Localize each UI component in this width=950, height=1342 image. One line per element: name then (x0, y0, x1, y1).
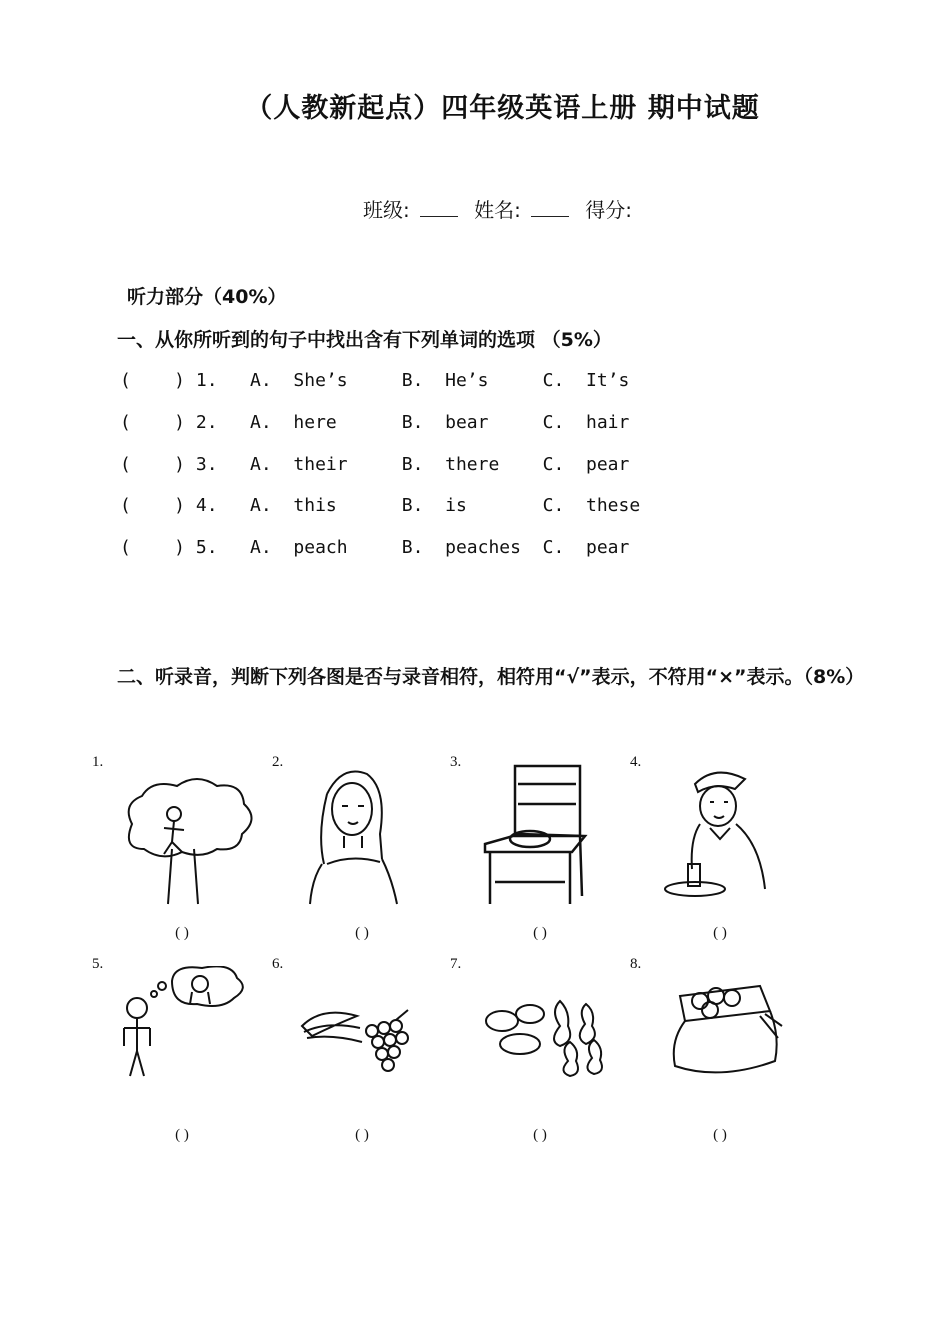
class-label: 班级: (363, 198, 410, 222)
listening-part-heading: 听力部分（40%） (127, 286, 287, 308)
picture-number: 3. (450, 754, 462, 770)
question-4: ( ) 4. A. this B. is C. these (120, 495, 641, 516)
picture-number: 4. (630, 754, 642, 770)
picture-5 (92, 956, 272, 1146)
answer-paren[interactable]: ( ) (175, 925, 189, 941)
picture-number: 6. (272, 956, 284, 972)
question-5: ( ) 5. A. peach B. peaches C. pear (120, 537, 630, 558)
section2-heading: 二、听录音，判断下列各图是否与录音相符，相符用“√”表示，不符用“×”表示。（8%） (117, 666, 865, 688)
boy-thinking-icon (102, 966, 262, 1106)
picture-7 (450, 956, 630, 1146)
picture-4 (630, 754, 810, 944)
picture-number: 8. (630, 956, 642, 972)
fruit-bag-icon (640, 966, 800, 1106)
answer-paren[interactable]: ( ) (175, 1127, 189, 1143)
picture-number: 1. (92, 754, 104, 770)
waitress-icon (640, 764, 800, 909)
picture-6 (272, 956, 452, 1146)
pears-icon (460, 966, 620, 1106)
answer-paren[interactable]: ( ) (533, 925, 547, 941)
student-info-line (0, 194, 950, 223)
class-blank[interactable] (420, 198, 458, 217)
answer-paren[interactable]: ( ) (533, 1127, 547, 1143)
picture-number: 2. (272, 754, 284, 770)
picture-8 (630, 956, 810, 1146)
answer-paren[interactable]: ( ) (713, 1127, 727, 1143)
name-label: 姓名: (474, 198, 521, 222)
section1-heading: 一、从你所听到的句子中找出含有下列单词的选项 （5%） (117, 329, 612, 351)
answer-paren[interactable]: ( ) (355, 1127, 369, 1143)
question-3: ( ) 3. A. their B. there C. pear (120, 454, 630, 475)
tree-icon (102, 764, 262, 909)
picture-number: 7. (450, 956, 462, 972)
question-1: ( ) 1. A. She’s B. He’s C. It’s (120, 370, 630, 391)
picture-3 (450, 754, 630, 944)
question-2: ( ) 2. A. here B. bear C. hair (120, 412, 630, 433)
page-title: （人教新起点）四年级英语上册 期中试题 (245, 93, 760, 124)
picture-2 (272, 754, 452, 944)
picture-1 (92, 754, 272, 944)
answer-paren[interactable]: ( ) (713, 925, 727, 941)
girl-icon (282, 764, 442, 909)
answer-paren[interactable]: ( ) (355, 925, 369, 941)
chair-icon (460, 764, 620, 909)
name-blank[interactable] (531, 198, 569, 217)
bananas-grapes-icon (282, 966, 442, 1106)
picture-number: 5. (92, 956, 104, 972)
score-label: 得分: (585, 198, 632, 222)
